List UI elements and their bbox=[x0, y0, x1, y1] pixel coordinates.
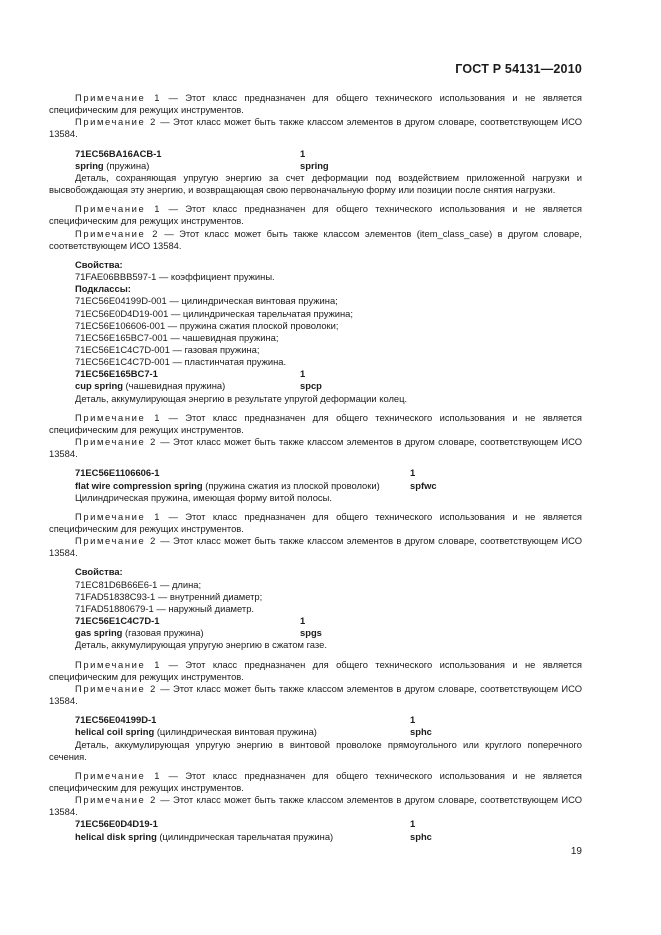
note-1: Примечание 1 — Этот класс предназначен для общего технического использования и не является специфическим для режущих инструментов. bbox=[49, 92, 582, 116]
class-name: flat wire compression spring bbox=[75, 479, 203, 491]
property-item: 71FAE06BBB597-1 — коэффициент пружины. bbox=[75, 271, 275, 283]
class-flat-wire-name-row bbox=[49, 480, 582, 492]
class-short-name: spgs bbox=[300, 627, 322, 639]
note-2: Примечание 2 — Этот класс может быть также классом элементов в другом словаре, соответствующем ИСО 13584. bbox=[49, 794, 582, 818]
class-spring-name-row bbox=[49, 160, 582, 172]
class-definition: Деталь, аккумулирующая упругую энергию в винтовой проволоке прямоугольного или круглого поперечного сечения. bbox=[49, 738, 582, 762]
document-body bbox=[49, 92, 582, 843]
properties-label: Свойства: bbox=[75, 566, 123, 578]
class-helical-disk-code-row bbox=[49, 818, 582, 830]
class-code: 71EC56E1106606-1 bbox=[75, 467, 160, 479]
class-code: 71EC56E04199D-1 bbox=[75, 714, 157, 726]
class-definition: Деталь, аккумулирующая упругую энергию в сжатом газе. bbox=[75, 639, 327, 651]
class-name-ru: (газовая пружина) bbox=[125, 627, 204, 639]
class-cup-spring-name-row bbox=[49, 380, 582, 392]
subclass-item: 71EC56E1C4C7D-001 — пластинчатая пружина. bbox=[75, 356, 287, 368]
properties-list bbox=[49, 579, 582, 615]
class-definition: Деталь, сохраняющая упругую энергию за счет деформации под воздействием приложенной нагрузки и высвобождающая эту энергию, и возвращающая свою первоначальную форму или позиции после снятия нагрузки. bbox=[49, 171, 582, 196]
note-1: Примечание 1 — Этот класс предназначен для общего технического использования и не является специфическим для режущих инструментов. bbox=[49, 658, 582, 682]
subclasses-list bbox=[49, 295, 582, 368]
class-short-name: sphc bbox=[410, 830, 432, 842]
class-definition: Деталь, аккумулирующая энергию в результате упругой деформации колец. bbox=[75, 392, 408, 404]
class-name-ru: (пружина сжатия из плоской проволоки) bbox=[205, 479, 380, 491]
class-helical-disk-name-row bbox=[49, 831, 582, 843]
subclass-item: 71EC56E04199D-001 — цилиндрическая винтовая пружина; bbox=[75, 295, 338, 307]
class-name: spring bbox=[75, 159, 104, 171]
properties-label: Свойства: bbox=[75, 258, 123, 270]
property-item: 71EC81D6B66E6-1 — длина; bbox=[75, 578, 202, 590]
subclasses-label: Подклассы: bbox=[75, 283, 131, 295]
class-flat-wire-code-row bbox=[49, 467, 582, 479]
subclass-item: 71EC56E165BC7-001 — чашевидная пружина; bbox=[75, 331, 279, 343]
class-helical-coil-code-row bbox=[49, 714, 582, 726]
class-code: 71EC56BA16ACB-1 bbox=[75, 147, 162, 159]
note-2: Примечание 2 — Этот класс может быть также классом элементов в другом словаре, соответствующем ИСО 13584. bbox=[49, 682, 582, 707]
class-version: 1 bbox=[300, 147, 306, 159]
subclass-item: 71EC56E0D4D19-001 — цилиндрическая тарельчатая пружина; bbox=[75, 307, 353, 319]
class-gas-spring-name-row bbox=[49, 627, 582, 639]
class-gas-spring-code-row bbox=[49, 615, 582, 627]
note-1: Примечание 1 — Этот класс предназначен для общего технического использования и не является специфическим для режущих инструментов. bbox=[49, 510, 582, 534]
class-name-ru: (цилиндрическая тарельчатая пружина) bbox=[159, 830, 334, 842]
class-definition: Цилиндрическая пружина, имеющая форму витой полосы. bbox=[75, 491, 332, 503]
class-version: 1 bbox=[410, 467, 416, 479]
class-spring-code-row bbox=[49, 148, 582, 160]
property-item: 71FAD51838C93-1 — внутренний диаметр; bbox=[75, 590, 263, 602]
page-header-standard: ГОСТ Р 54131—2010 bbox=[455, 62, 582, 76]
note-1: Примечание 1 — Этот класс предназначен для общего технического использования и не является специфическим для режущих инструментов. bbox=[49, 769, 582, 793]
class-name-ru: (чашевидная пружина) bbox=[125, 380, 226, 392]
subclass-item: 71EC56E106606-001 — пружина сжатия плоской проволоки; bbox=[75, 319, 339, 331]
subclass-item: 71EC56E1C4C7D-001 — газовая пружина; bbox=[75, 343, 260, 355]
note-2: Примечание 2 — Этот класс может быть также классом элементов (item_class_case) в другом словаре, соответствующем ИСО 13584. bbox=[49, 227, 582, 251]
class-code: 71EC56E0D4D19-1 bbox=[75, 818, 158, 830]
note-2: Примечание 2 — Этот класс может быть также классом элементов в другом словаре, соответствующем ИСО 13584. bbox=[49, 436, 582, 460]
class-version: 1 bbox=[300, 615, 306, 627]
class-short-name: spcp bbox=[300, 380, 322, 392]
note-1: Примечание 1 — Этот класс предназначен для общего технического использования и не является специфическим для режущих инструментов. bbox=[49, 203, 582, 227]
class-version: 1 bbox=[410, 818, 416, 830]
class-short-name: spring bbox=[300, 159, 329, 171]
class-name: cup spring bbox=[75, 380, 123, 392]
class-code: 71EC56E165BC7-1 bbox=[75, 368, 158, 380]
note-1: Примечание 1 — Этот класс предназначен для общего технического использования и не является специфическим для режущих инструментов. bbox=[49, 411, 582, 435]
class-version: 1 bbox=[410, 714, 416, 726]
note-2: Примечание 2 — Этот класс может быть также классом элементов в другом словаре, соответствующем ИСО 13584. bbox=[49, 535, 582, 559]
page-number: 19 bbox=[570, 846, 582, 857]
class-cup-spring-code-row bbox=[49, 368, 582, 380]
class-name: gas spring bbox=[75, 627, 123, 639]
class-code: 71EC56E1C4C7D-1 bbox=[75, 615, 160, 627]
class-name-ru: (пружина) bbox=[106, 159, 150, 171]
class-helical-coil-name-row bbox=[49, 726, 582, 738]
note-2: Примечание 2 — Этот класс может быть также классом элементов в другом словаре, соответствующем ИСО 13584. bbox=[49, 116, 582, 140]
class-name: helical coil spring bbox=[75, 726, 155, 738]
property-item: 71FAD51880679-1 — наружный диаметр. bbox=[75, 602, 255, 614]
class-name-ru: (цилиндрическая винтовая пружина) bbox=[156, 726, 317, 738]
class-short-name: spfwc bbox=[410, 479, 437, 491]
class-name: helical disk spring bbox=[75, 830, 157, 842]
class-short-name: sphc bbox=[410, 726, 432, 738]
class-version: 1 bbox=[300, 368, 306, 380]
